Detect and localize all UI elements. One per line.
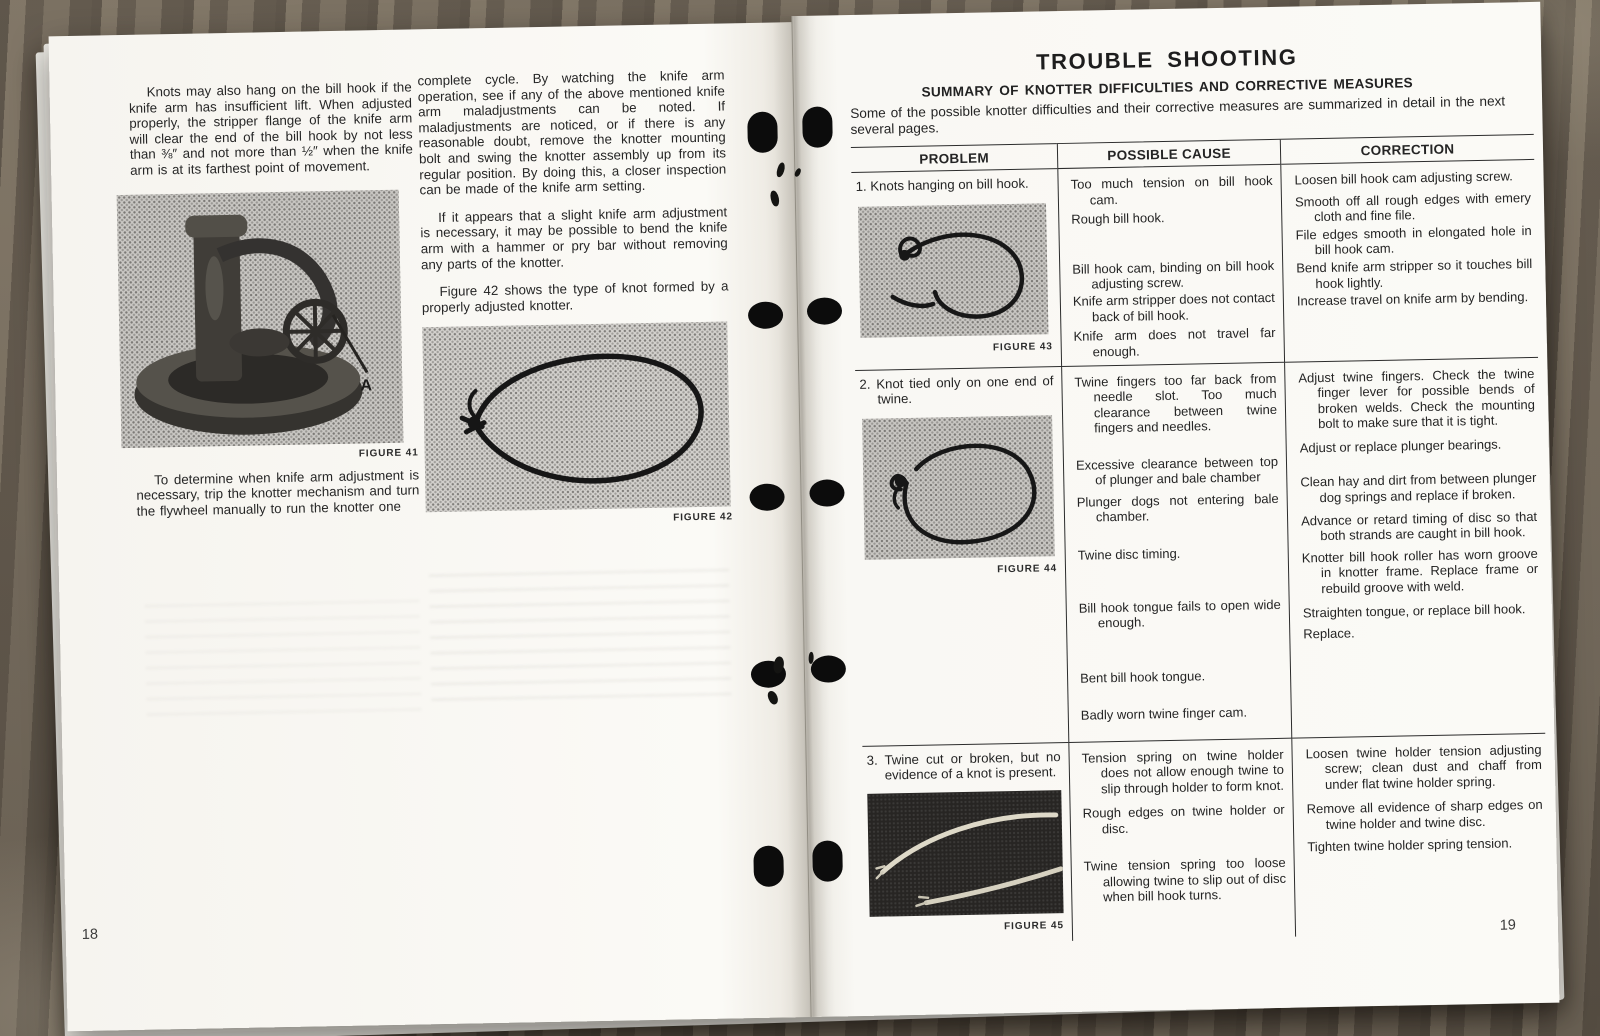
correction-item: Bend knife arm stripper so it touches bill hook lightly. bbox=[1296, 256, 1533, 291]
figure-45-photo bbox=[867, 790, 1063, 917]
cause-item: Rough bill hook. bbox=[1071, 210, 1165, 228]
correction-item: Remove all evidence of sharp edges on twine holder and twine disc. bbox=[1306, 797, 1543, 832]
correction-item: Clean hay and dirt from between plunger dog springs and replace if broken. bbox=[1300, 470, 1537, 505]
section-subtitle: SUMMARY OF KNOTTER DIFFICULTIES AND CORRECTIVE MEASURES bbox=[921, 75, 1414, 100]
body-paragraph: To determine when knife arm adjustment is necessary, trip the knotter mechanism and turn the flywheel manually to run the knotter one bbox=[136, 466, 420, 519]
problem-cell bbox=[851, 169, 1061, 371]
correction-item: Knotter bill hook roller has worn groove in knotter frame. Replace frame or rebuild groove with weld. bbox=[1301, 545, 1539, 596]
correction-item: Straighten tongue, or replace bill hook. bbox=[1302, 601, 1526, 621]
figure-44-photo bbox=[862, 415, 1055, 560]
cause-item: Too much tension on bill hook cam. bbox=[1070, 173, 1273, 208]
correction-item: Advance or retard timing of disc so that both strands are caught in bill hook. bbox=[1300, 508, 1538, 544]
problem-cell bbox=[855, 367, 1068, 747]
figure-42-caption: FIGURE 42 bbox=[673, 511, 734, 524]
problem-text: 3. Twine cut or broken, but no evidence of a knot is present. bbox=[866, 749, 1061, 783]
figure-45-caption: FIGURE 45 bbox=[1003, 919, 1064, 933]
cause-item: Twine fingers too far back from needle slot. Too much clearance between twine fingers and needles. bbox=[1074, 370, 1278, 436]
show-through-text bbox=[145, 599, 422, 719]
correction-item: File edges smooth in elongated hole in bill hook cam. bbox=[1295, 222, 1532, 258]
problem-cell bbox=[862, 743, 1072, 945]
correction-item: Adjust or replace plunger bearings. bbox=[1299, 436, 1502, 456]
punch-hole bbox=[802, 106, 833, 148]
intro-text: Some of the possible knotter difficulties and their corrective measures are summarized in detail in the next several pages. bbox=[850, 93, 1506, 138]
column-header-correction: CORRECTION bbox=[1281, 134, 1534, 165]
correction-cell bbox=[1285, 358, 1545, 739]
correction-cell bbox=[1292, 734, 1549, 937]
left-column bbox=[129, 79, 420, 519]
cause-cell bbox=[1057, 165, 1285, 367]
correction-item: Tighten twine holder spring tension. bbox=[1307, 835, 1513, 855]
cause-cell bbox=[1061, 363, 1292, 743]
punch-hole bbox=[747, 111, 778, 153]
page-title: TROUBLE SHOOTING bbox=[1035, 44, 1298, 75]
troubleshooting-table bbox=[851, 134, 1549, 945]
body-paragraph: Figure 42 shows the type of knot formed by a properly adjusted knotter. bbox=[421, 278, 729, 316]
figure-43-caption: FIGURE 43 bbox=[992, 341, 1053, 354]
cause-item: Plunger dogs not entering bale chamber. bbox=[1076, 490, 1279, 525]
page-number: 19 bbox=[1499, 917, 1517, 934]
cause-item: Twine tension spring too loose allowing twine to slip out of disc when bill hook turns. bbox=[1083, 854, 1287, 905]
cause-item: Badly worn twine finger cam. bbox=[1080, 704, 1248, 723]
page-number: 18 bbox=[81, 926, 99, 943]
cause-item: Bill hook tongue fails to open wide enough. bbox=[1078, 596, 1281, 631]
figure-41-caption: FIGURE 41 bbox=[358, 446, 419, 460]
left-page bbox=[49, 22, 811, 1031]
body-paragraph: If it appears that a slight knife arm adjustment is necessary, it may be possible to bend the knife arm with a hammer or pry bar without removing any parts of the knotter. bbox=[420, 204, 728, 272]
body-paragraph: complete cycle. By watching the knife arm operation, see if any of the above mentioned knife arm maladjustments can be noted. If maladjustments are noticed, or if there is any reasonable doubt, remove the knotter mounting bolt and swing the knotter assembly up from its regular position. By doing this, a closer inspection can be made of the knife arm setting. bbox=[417, 67, 727, 198]
figure-41-part-label: A bbox=[360, 376, 373, 395]
correction-item: Adjust twine fingers. Check the twine finger lever for possible bends of broken welds. Check the mounting bolt to make sure that it is tight. bbox=[1298, 366, 1536, 432]
right-page-content bbox=[791, 2, 1559, 1017]
column-header-cause: POSSIBLE CAUSE bbox=[1057, 139, 1281, 170]
right-column bbox=[417, 67, 733, 528]
knotter-machine-illustration bbox=[117, 189, 404, 447]
cause-item: Excessive clearance between top of plunger and bale chamber bbox=[1075, 453, 1279, 488]
correction-item: Loosen twine holder tension adjusting screw; clean dust and chaff from under flat twine holder spring. bbox=[1305, 741, 1543, 792]
body-paragraph: Knots may also hang on the bill hook if the knife arm has insufficient lift. When adjusted properly, the stripper flange of the knife arm will clear the end of the bill hook by not less than ⅜″ and not more than ½″ when the knife arm is at its farthest point of movement. bbox=[128, 79, 413, 178]
cut-twine-illustration bbox=[867, 790, 1063, 917]
figure-43-photo bbox=[858, 203, 1048, 338]
problem-text: 2. Knot tied only on one end of twine. bbox=[859, 373, 1054, 408]
figure-41-photo bbox=[117, 189, 404, 447]
loose-loop-illustration bbox=[862, 415, 1055, 560]
problem-text: 1. Knots hanging on bill hook. bbox=[855, 176, 1029, 195]
cause-cell bbox=[1068, 739, 1296, 941]
correction-item: Increase travel on knife arm by bending. bbox=[1296, 289, 1529, 309]
figure-42-photo bbox=[422, 322, 730, 513]
cause-item: Rough edges on twine holder or disc. bbox=[1082, 802, 1285, 837]
correction-item: Smooth off all rough edges with emery cloth and fine file. bbox=[1294, 189, 1532, 225]
cause-item: Bill hook cam, binding on bill hook adjusting screw. bbox=[1072, 257, 1275, 292]
cause-item: Knife arm does not travel far enough. bbox=[1073, 325, 1276, 360]
manual-book bbox=[49, 8, 1560, 1031]
cause-item: Tension spring on twine holder does not allow enough twine to slip through holder to form knot. bbox=[1081, 746, 1285, 797]
cause-item: Bent bill hook tongue. bbox=[1079, 667, 1206, 686]
correction-item: Replace. bbox=[1303, 625, 1355, 642]
correction-item: Loosen bill hook cam adjusting screw. bbox=[1294, 168, 1513, 188]
punch-hole bbox=[753, 845, 784, 887]
figure-44-caption: FIGURE 44 bbox=[997, 563, 1058, 576]
cause-item: Knife arm stripper does not contact back of bill hook. bbox=[1072, 290, 1275, 325]
show-through-text bbox=[429, 568, 732, 709]
knot-on-hook-illustration bbox=[858, 203, 1048, 338]
cause-item: Twine disc timing. bbox=[1077, 546, 1181, 564]
punch-hole bbox=[812, 840, 843, 882]
column-header-problem: PROBLEM bbox=[851, 143, 1057, 173]
knot-loop-illustration bbox=[422, 322, 730, 513]
correction-cell bbox=[1281, 160, 1538, 362]
